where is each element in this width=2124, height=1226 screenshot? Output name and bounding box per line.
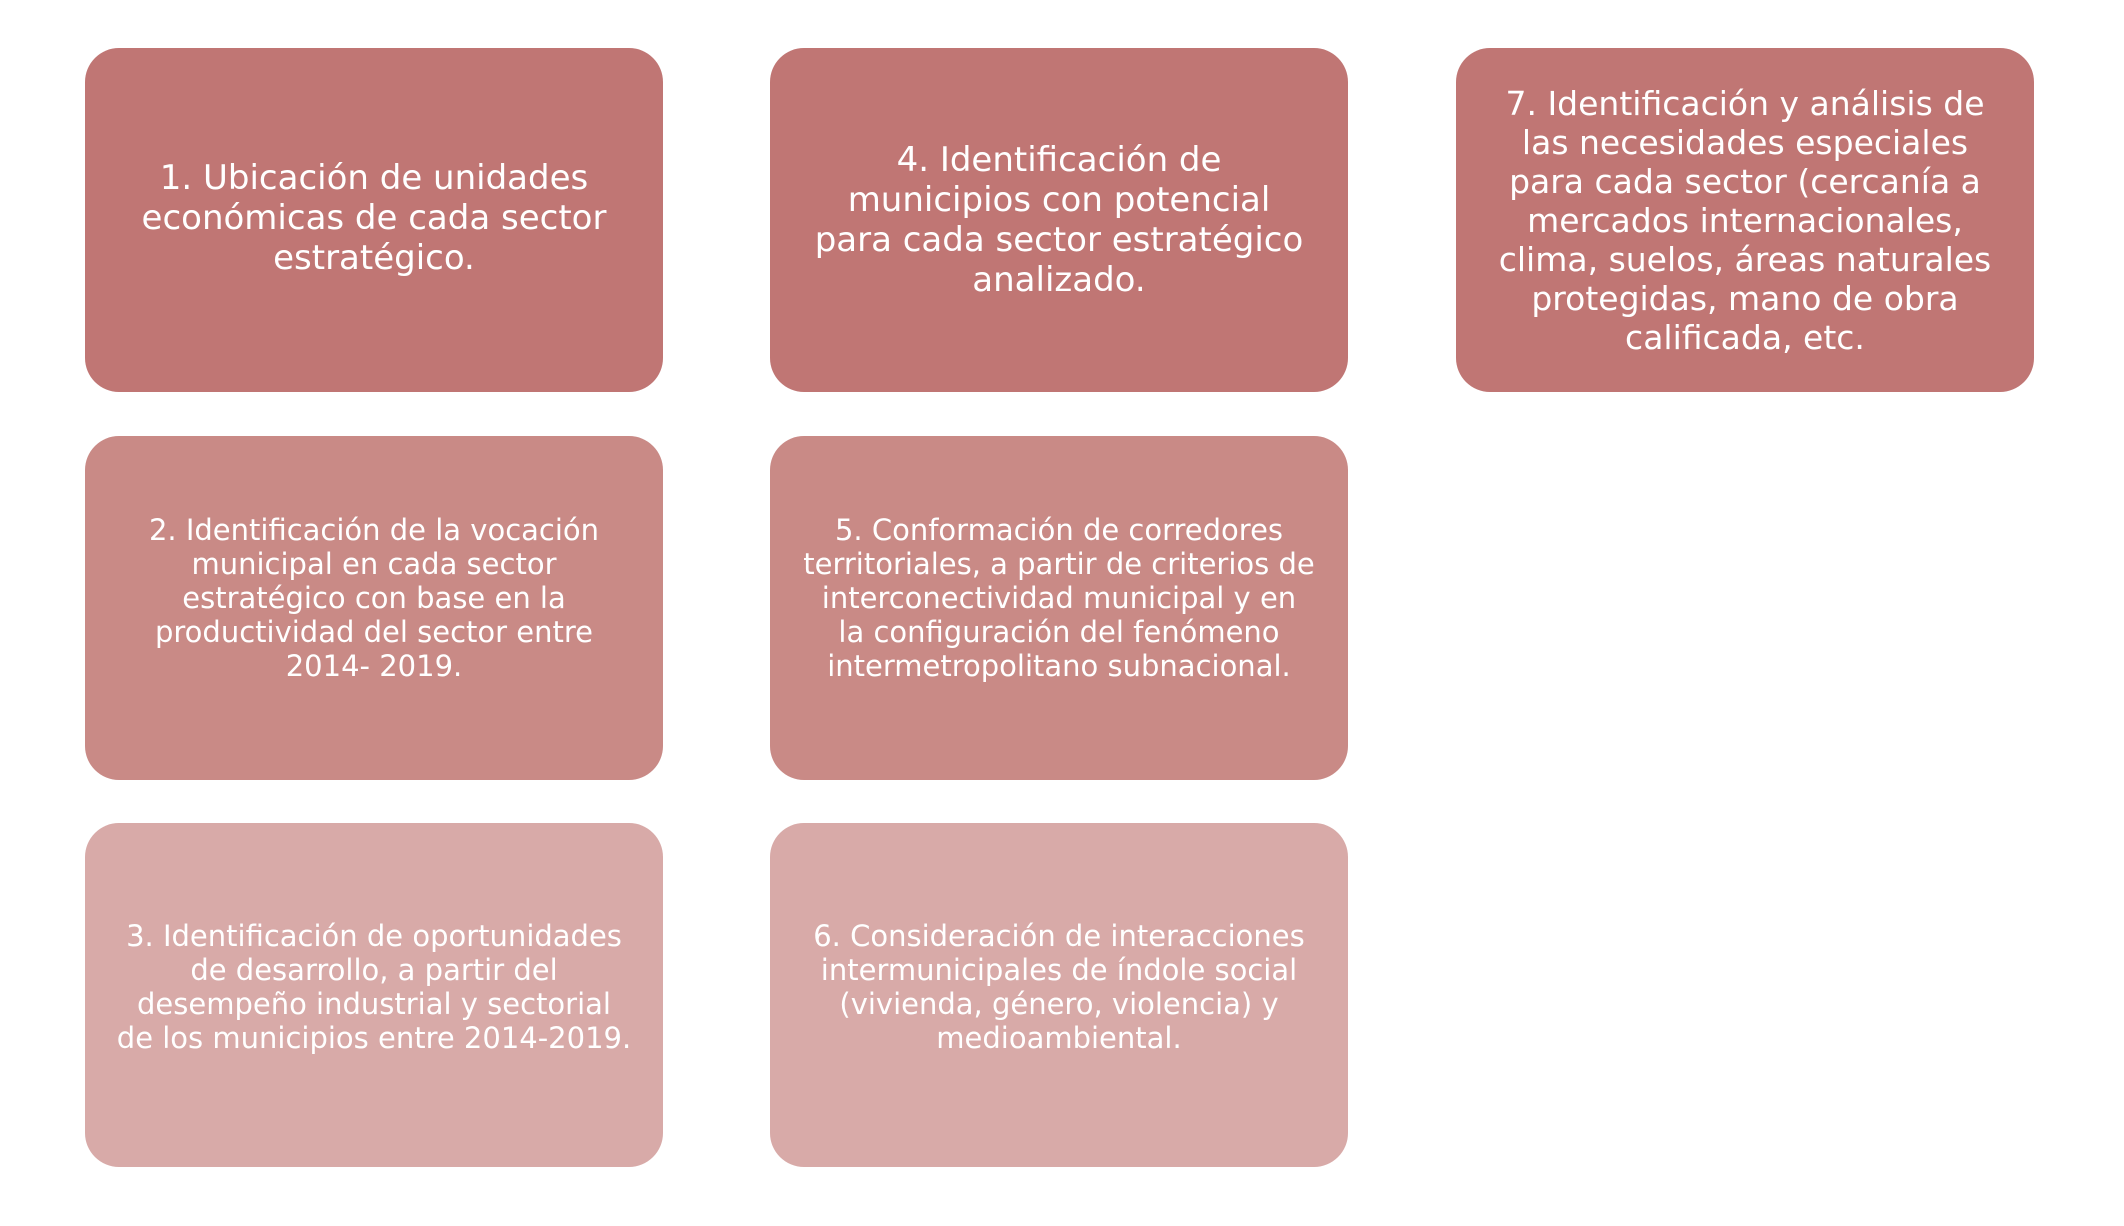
step-1-text: 1. Ubicación de unidades económicas de cada sector estratégico. xyxy=(141,158,607,278)
step-box-6 xyxy=(770,823,1348,1167)
step-box-2 xyxy=(85,436,663,780)
step-5-text: 5. Conformación de corredores territoriales, a partir de criterios de interconectividad municipal y en la configuración del fenómeno intermetropolitano subnacional. xyxy=(803,513,1315,683)
step-3-text: 3. Identificación de oportunidades de desarrollo, a partir del desempeño industrial y sectorial de los municipios entre 2014-2019. xyxy=(116,919,632,1055)
step-7-text: 7. Identificación y análisis de las necesidades especiales para cada sector (cercanía a mercados internacionales, clima, suelos, áreas naturales protegidas, mano de obra calificada, etc. xyxy=(1498,83,1992,357)
step-box-3 xyxy=(85,823,663,1167)
step-4-text: 4. Identificación de municipios con potencial para cada sector estratégico analizado. xyxy=(814,140,1304,300)
step-box-1 xyxy=(85,48,663,392)
step-box-7 xyxy=(1456,48,2034,392)
step-box-4 xyxy=(770,48,1348,392)
step-6-text: 6. Consideración de interacciones intermunicipales de índole social (vivienda, género, violencia) y medioambiental. xyxy=(813,919,1305,1055)
step-box-5 xyxy=(770,436,1348,780)
step-2-text: 2. Identificación de la vocación municipal en cada sector estratégico con base en la productividad del sector entre 2014- 2019. xyxy=(148,513,600,683)
